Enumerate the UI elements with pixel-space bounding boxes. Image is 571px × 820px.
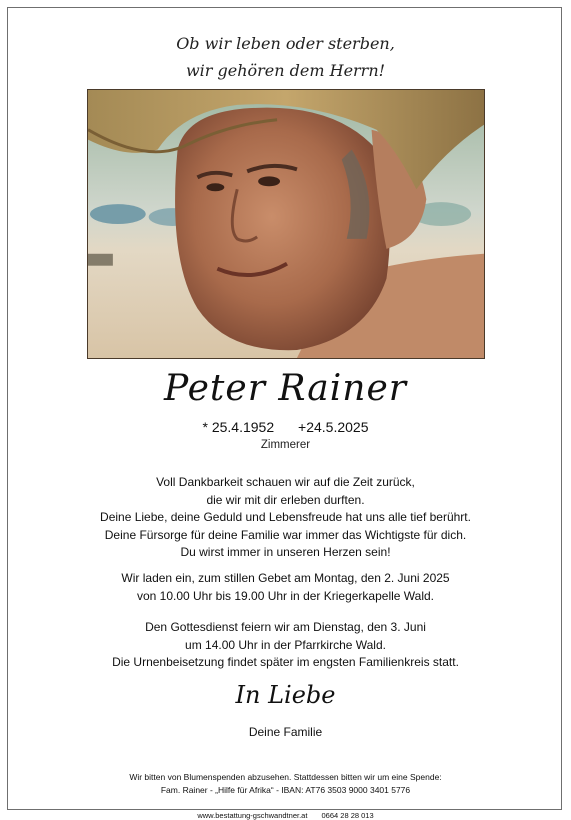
service-line: Den Gottesdienst feiern wir am Dienstag, den 3. Juni [145,620,426,634]
prayer-line: Wir laden ein, zum stillen Gebet am Montag, den 2. Juni 2025 [121,571,450,585]
donation-notice [0,771,571,797]
tribute-text [0,474,571,562]
tribute-line: Deine Liebe, deine Geduld und Lebensfreude hat uns alle tief berührt. [100,510,471,525]
tribute-line: Du wirst immer in unseren Herzen sein! [180,545,391,560]
tribute-line: Voll Dankbarkeit schauen wir auf die Zeit zurück, [156,475,415,489]
prayer-line: von 10.00 Uhr bis 19.00 Uhr in der Kriegerkapelle Wald. [136,588,435,603]
donation-line-1: Wir bitten von Blumenspenden abzusehen. Stattdessen bitten wir um eine Spende: [129,772,442,782]
bible-verse-line-2: wir gehören dem Herrn! [185,61,386,80]
phone-number[interactable]: 0664 28 28 013 [321,811,374,820]
bible-verse-line-1: Ob wir leben oder sterben, [176,34,395,53]
service-line: Die Urnenbeisetzung findet später im engsten Familienkreis statt. [112,655,459,670]
donation-line-2: Fam. Rainer - „Hilfe für Afrika“ - IBAN: AT76 3503 9000 3401 5776 [160,785,411,795]
bible-verse [0,30,571,84]
deceased-name: Peter Rainer [164,368,407,409]
death-date: +24.5.2025 [298,419,369,435]
birth-date: * 25.4.1952 [202,419,275,435]
funeral-home-footer [0,811,571,820]
family-signature: Deine Familie [248,725,323,739]
tribute-line: Deine Fürsorge für deine Familie war immer das Wichtigste für dich. [104,527,467,542]
tribute-line: die wir mit dir erleben durften. [206,492,365,507]
occupation: Zimmerer [260,439,311,451]
funeral-service [0,619,571,672]
portrait-photo [87,89,485,359]
closing-phrase: In Liebe [235,681,336,709]
service-line: um 14.00 Uhr in der Pfarrkirche Wald. [185,637,386,652]
prayer-invitation [0,570,571,605]
life-dates [0,419,571,435]
website-link[interactable]: www.bestattung-gschwandtner.at [197,811,308,820]
